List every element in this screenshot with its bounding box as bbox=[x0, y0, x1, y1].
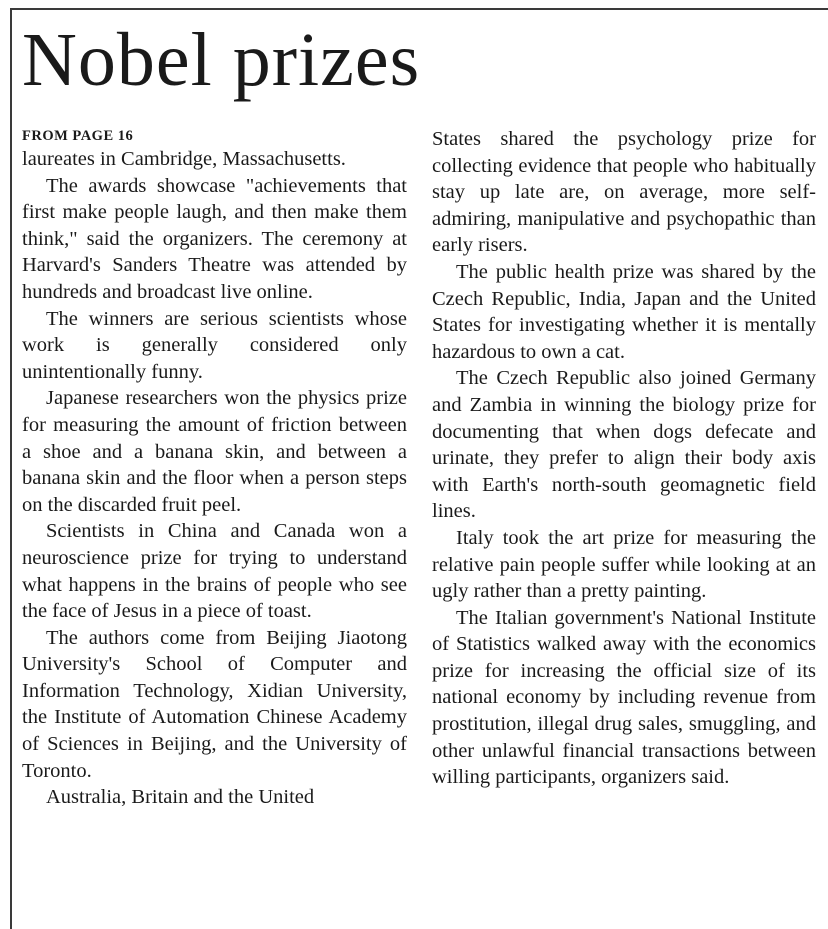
paragraph: laureates in Cambridge, Massachusetts. bbox=[22, 148, 346, 170]
paragraph: The public health prize was shared by the Czech Republic, India, Japan and the United States for investigating whether it is mentally hazardous to own a cat. bbox=[432, 260, 816, 363]
top-rule bbox=[10, 8, 828, 10]
left-column bbox=[22, 126, 407, 811]
right-column bbox=[432, 126, 816, 791]
kicker: FROM PAGE 16 bbox=[22, 128, 134, 144]
paragraph: The authors come from Beijing Jiaotong University's School of Computer and Information Technology, Xidian University, the Institute of Automation Chinese Academy of Sciences in Beijing, and the University of Toronto. bbox=[22, 626, 407, 782]
paragraph: The Italian government's National Institute of Statistics walked away with the economics prize for increasing the official size of its national economy by including revenue from prostitution, illegal drug sales, smuggling, and other unlawful financial transactions between willing participants, organizers said. bbox=[432, 606, 816, 789]
paragraph: Italy took the art prize for measuring the relative pain people suffer while looking at an ugly rather than a pretty painting. bbox=[432, 526, 816, 603]
paragraph: The Czech Republic also joined Germany and Zambia in winning the biology prize for documenting that when dogs defecate and urinate, they prefer to align their body axis with Earth's north-south geomagnetic field lines. bbox=[432, 367, 816, 523]
paragraph: Australia, Britain and the United bbox=[46, 786, 315, 809]
paragraph: States shared the psychology prize for collecting evidence that people who habitually stay up late are, on average, more self-admiring, manipulative and psychopathic than early risers. bbox=[432, 128, 816, 257]
paragraph: Japanese researchers won the physics prize for measuring the amount of friction between a shoe and a banana skin, and between a banana skin and the floor when a person steps on the discarded fruit peel. bbox=[22, 387, 407, 516]
headline: Nobel prizes bbox=[22, 18, 421, 102]
paragraph: The winners are serious scientists whose work is generally considered only unintentionally funny. bbox=[22, 307, 407, 383]
left-rule bbox=[10, 8, 12, 929]
paragraph: The awards showcase "achievements that first make people laugh, and then make them think," said the organizers. The ceremony at Harvard's Sanders Theatre was attended by hundreds and broadcast live online. bbox=[22, 174, 407, 303]
paragraph: Scientists in China and Canada won a neuroscience prize for trying to understand what happens in the brains of people who see the face of Jesus in a piece of toast. bbox=[22, 520, 407, 623]
